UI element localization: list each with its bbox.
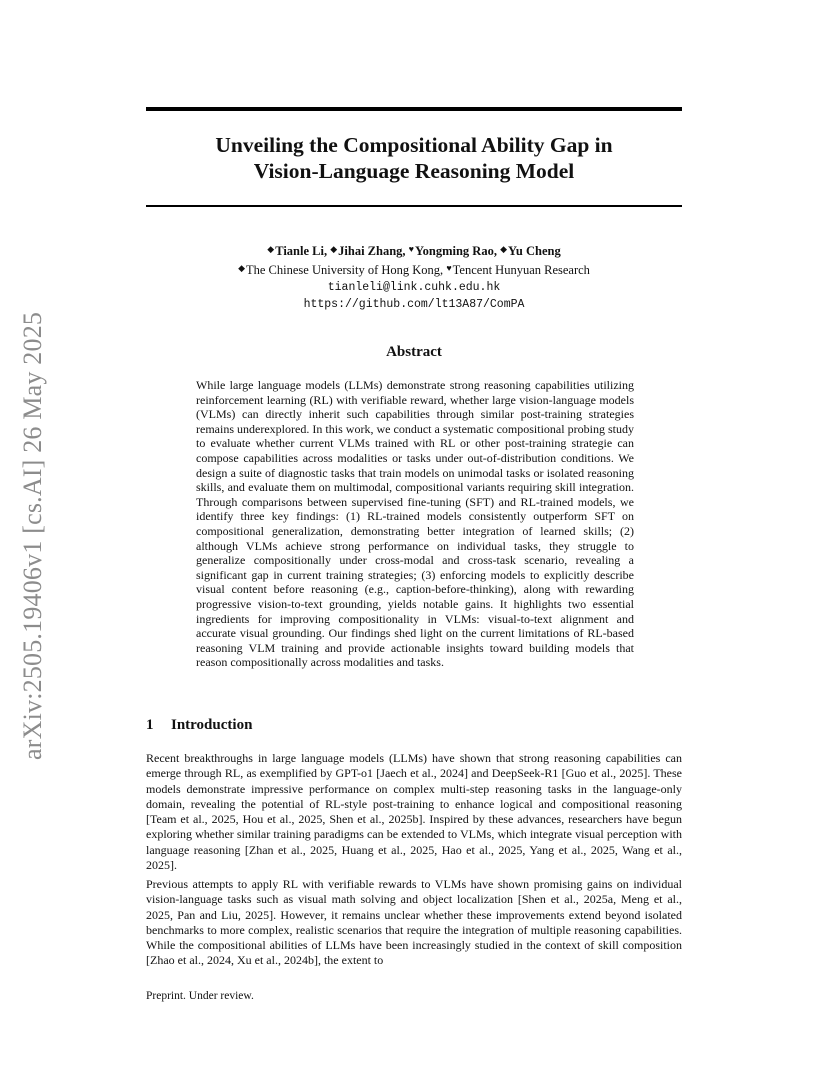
author-4: Yu Cheng (508, 244, 561, 258)
arxiv-stamp: arXiv:2505.19406v1 [cs.AI] 26 May 2025 (18, 311, 47, 760)
heart-mark-icon: ♥ (408, 244, 414, 254)
title-top-rule (146, 107, 682, 111)
affiliations (146, 260, 682, 279)
abstract-heading: Abstract (386, 344, 442, 360)
affiliation-1: The Chinese University of Hong Kong, (245, 263, 444, 277)
diamond-mark-icon: ◆ (238, 263, 245, 273)
author-1: Tianle Li, (275, 244, 328, 258)
affiliation-2: Tencent Hunyuan Research (452, 263, 590, 277)
intro-paragraph-1: Recent breakthroughs in large language models (LLMs) have shown that strong reasoning capabilities can emerge through RL, as exemplified by GPT-o1 [Jaech et al., 2024] and DeepSeek-R1 [Guo et al., 2025]. These models demonstrate impressive performance on complex multi-step reasoning tasks in the language-only domain, revealing the potential of RL-style post-training to enhance logical and compositional reasoning [Team et al., 2025, Hou et al., 2025, Shen et al., 2025b]. Inspired by these advances, researchers have begun exploring whether similar training paradigms can be extended to VLMs, which integrate visual perception with language reasoning [Zhan et al., 2025, Huang et al., 2025, Hao et al., 2025, Yang et al., 2025, Wang et al., 2025]. (146, 751, 682, 873)
title-line-1: Unveiling the Compositional Ability Gap in (215, 133, 613, 157)
author-2: Jihai Zhang, (338, 244, 406, 258)
author-names (146, 241, 682, 260)
diamond-mark-icon: ◆ (500, 244, 508, 254)
project-url[interactable]: https://github.com/lt13A87/ComPA (303, 298, 525, 311)
abstract-text: While large language models (LLMs) demonstrate strong reasoning capabilities utilizing reinforcement learning (RL) with verifiable reward, whether large vision-language models (VLMs) can directly inherit such capabilities through similar post-training strategies remains underexplored. In this work, we conduct a systematic compositional probing study to evaluate whether current VLMs trained with RL or other post-training strategie can compose capabilities across modalities or tasks under out-of-distribution conditions. We design a suite of diagnostic tasks that train models on unimodal tasks or isolated reasoning skills, and evaluate them on multimodal, compositional variants requiring skill integration. Through comparisons between supervised fine-tuning (SFT) and RL-trained models, we identify three key findings: (1) RL-trained models consistently outperform SFT on compositional generalization, demonstrating better integration of learned skills; (2) although VLMs achieve strong performance on individual tasks, they struggle to generalize compositionally under cross-modal and cross-task scenario, revealing a significant gap in current training strategies; (3) enforcing models to explicitly describe visual content before reasoning (e.g., caption-before-thinking), along with rewarding progressive vision-to-text grounding, yields notable gains. It highlights two essential ingredients for improving compositionality in VLMs: visual-to-text alignment and accurate visual grounding. Our findings shed light on the current limitations of RL-based reasoning VLM training and provide actionable insights toward building models that reason compositionally across modalities and tasks. (196, 378, 634, 670)
author-block (146, 241, 682, 313)
page-footer: Preprint. Under review. (146, 990, 254, 1002)
title-bottom-rule (146, 205, 682, 207)
title-line-2: Vision-Language Reasoning Model (253, 159, 575, 183)
heart-mark-icon: ♥ (446, 263, 452, 273)
diamond-mark-icon: ◆ (330, 244, 338, 254)
section-number: 1 (146, 717, 154, 733)
diamond-mark-icon: ◆ (267, 244, 275, 254)
section-heading-introduction (146, 717, 252, 734)
author-3: Yongming Rao, (415, 244, 497, 258)
intro-paragraph-2: Previous attempts to apply RL with verifiable rewards to VLMs have shown promising gains on individual vision-language tasks such as visual math solving and object localization [Shen et al., 2025a, Meng et al., 2025, Pan and Liu, 2025]. However, it remains unclear whether these improvements extend beyond isolated benchmarks to more complex, realistic scenarios that require the integration of multiple reasoning capabilities. While the compositional abilities of LLMs have been increasingly studied in the context of skill composition [Zhao et al., 2024, Xu et al., 2024b], the extent to (146, 877, 682, 968)
paper-title (146, 132, 682, 184)
section-title: Introduction (171, 717, 253, 733)
author-email[interactable]: tianleli@link.cuhk.edu.hk (327, 281, 501, 294)
